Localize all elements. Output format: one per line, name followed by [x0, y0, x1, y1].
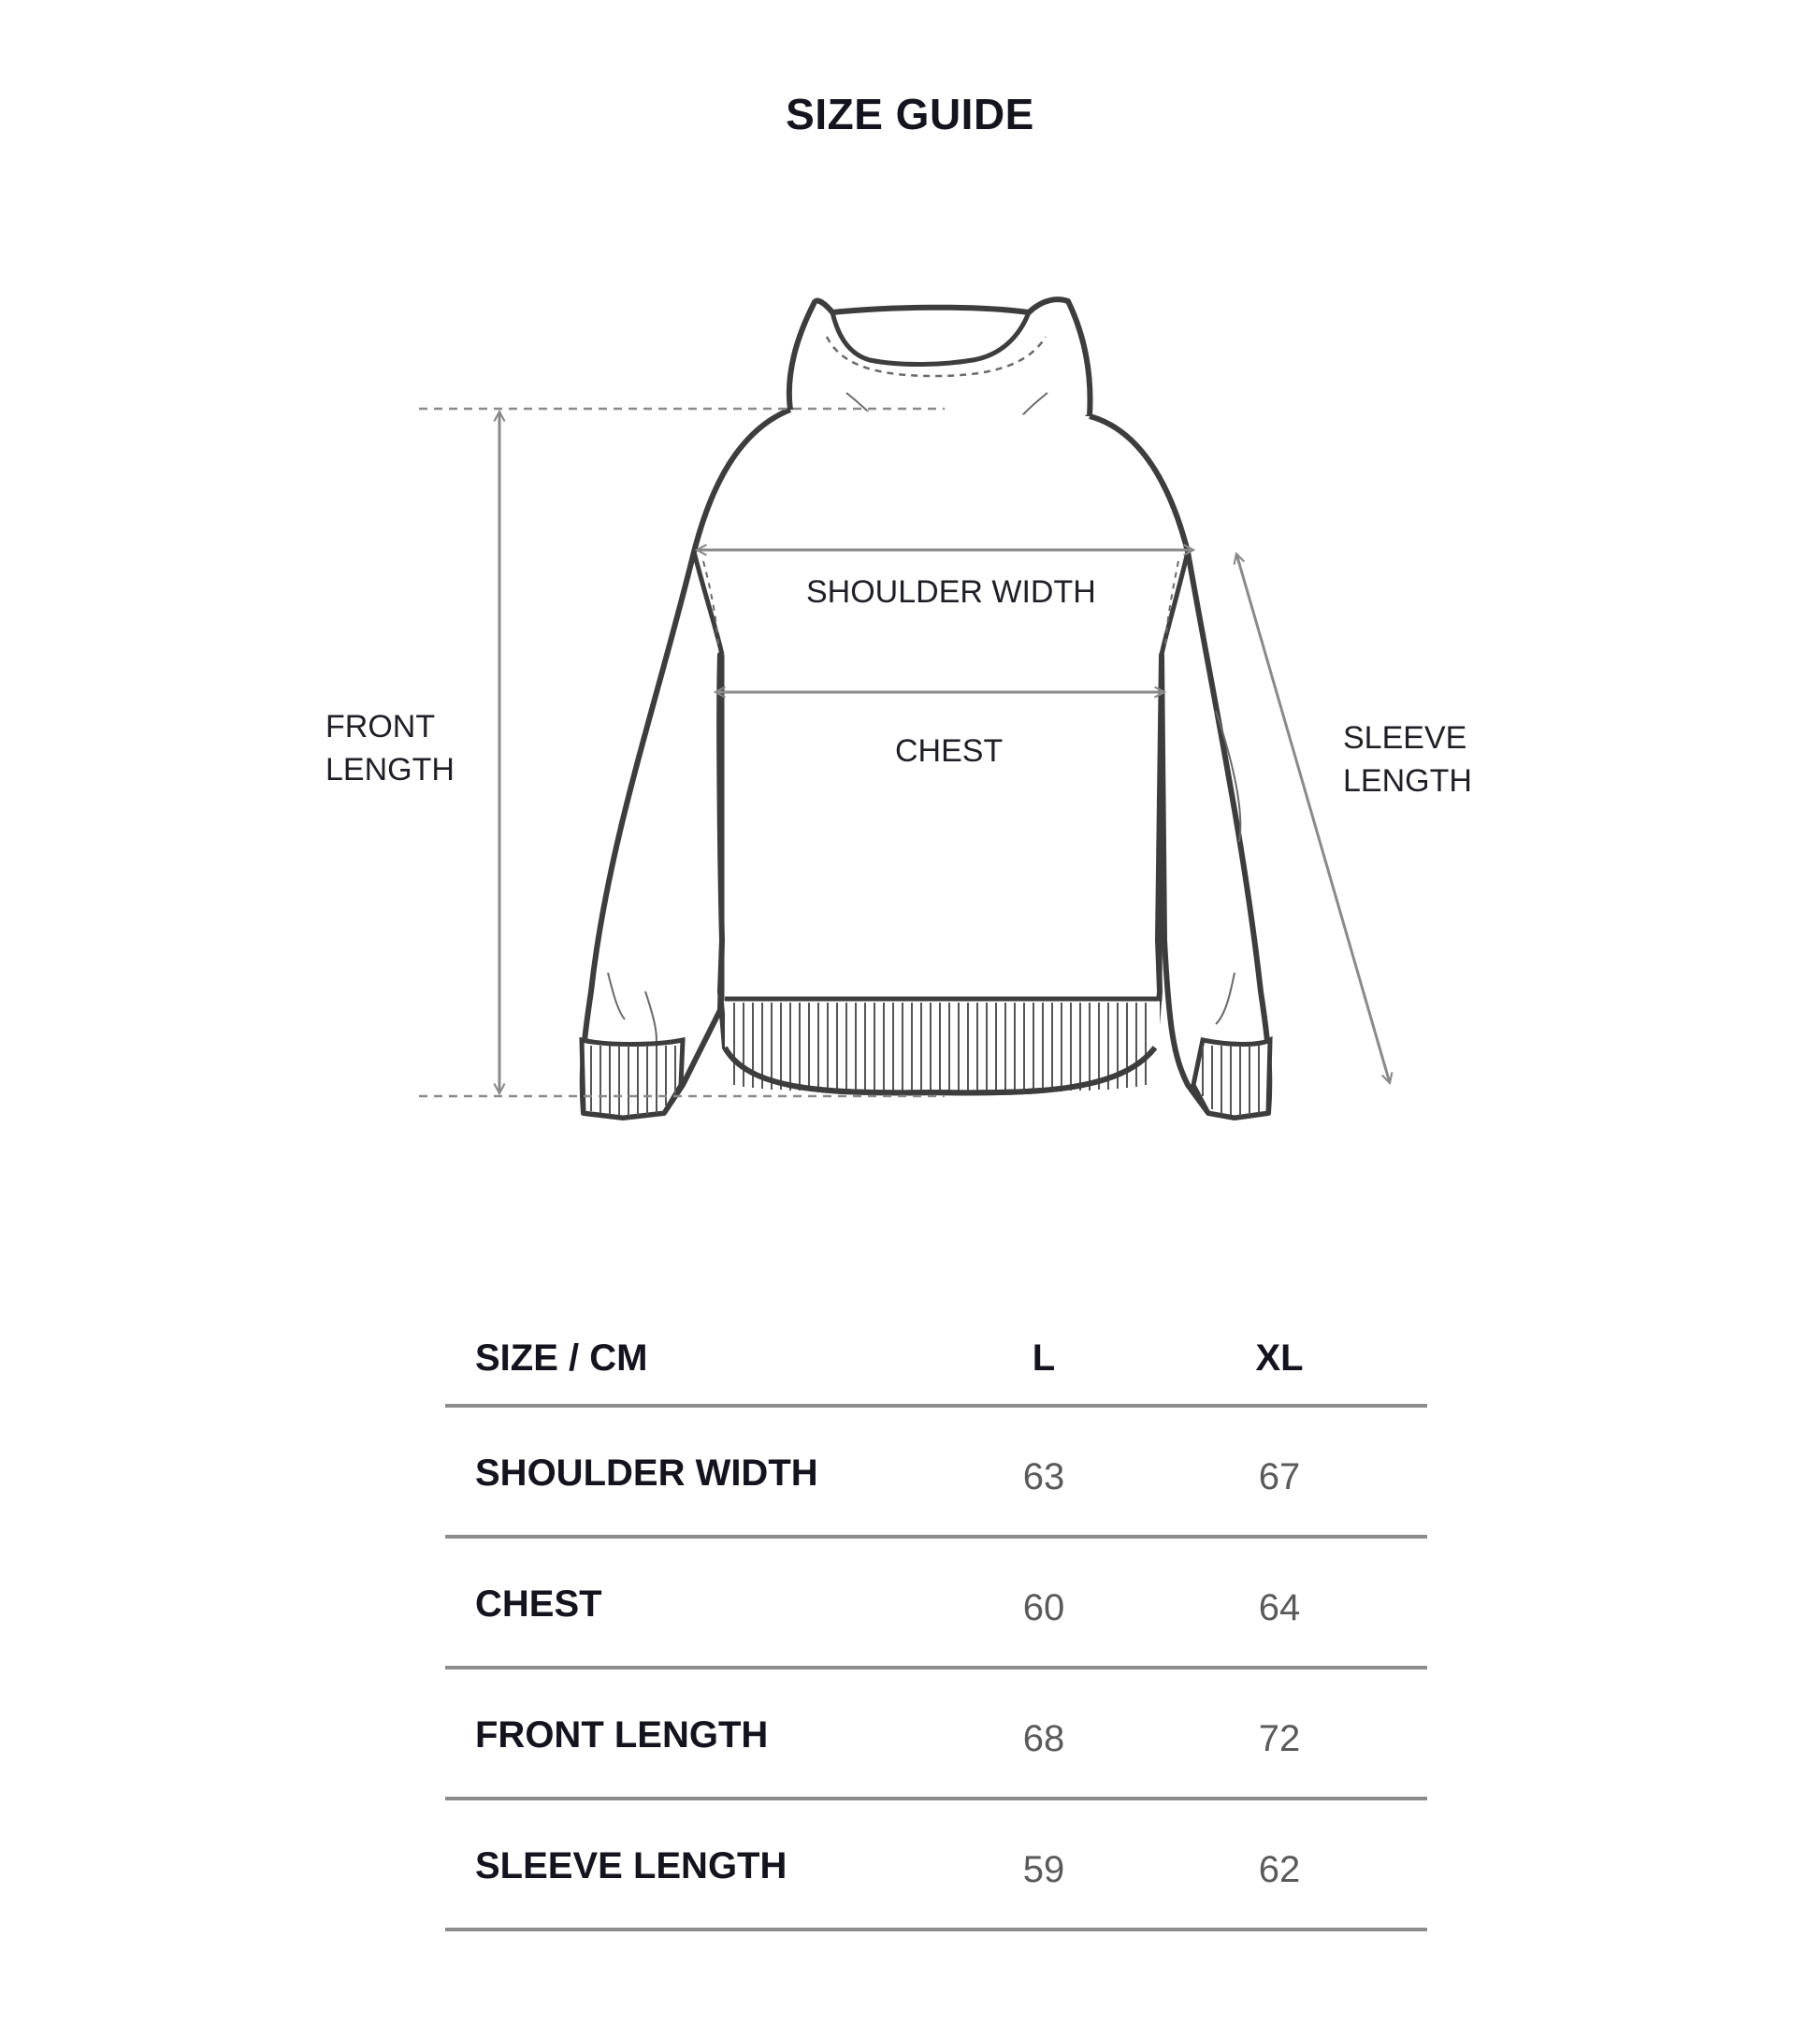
row-value-l: 63: [1022, 1456, 1065, 1497]
front-length-label-line2: LENGTH: [325, 752, 455, 788]
table-row: [445, 1408, 1427, 1539]
row-value-l: 60: [1022, 1587, 1065, 1628]
row-label: SHOULDER WIDTH: [475, 1453, 818, 1494]
row-value-xl: 72: [1258, 1718, 1301, 1759]
row-value-xl: 62: [1258, 1849, 1301, 1890]
sleeve-length-label-line2: LENGTH: [1343, 763, 1472, 799]
header-size-label: SIZE / CM: [475, 1337, 648, 1379]
header-size-l: L: [1032, 1337, 1056, 1379]
sleeve-length-label-line1: SLEEVE: [1343, 720, 1467, 756]
front-length-label-line1: FRONT: [325, 709, 436, 744]
row-label: SLEEVE LENGTH: [475, 1845, 787, 1886]
size-table: [445, 1309, 1427, 1931]
right-side-seam: [1160, 655, 1162, 1001]
right-cuff-rib: [1203, 1046, 1259, 1116]
header-size-xl: XL: [1255, 1337, 1304, 1379]
chest-label: CHEST: [895, 733, 1004, 769]
row-label: FRONT LENGTH: [475, 1714, 769, 1756]
row-value-l: 59: [1022, 1849, 1065, 1890]
left-cuff: [582, 1040, 683, 1118]
shoulder-width-label: SHOULDER WIDTH: [806, 574, 1096, 610]
page-title: SIZE GUIDE: [786, 90, 1034, 138]
table-row: [445, 1669, 1427, 1800]
table-row: [445, 1800, 1427, 1931]
size-table-header: [445, 1309, 1427, 1408]
row-value-xl: 64: [1258, 1587, 1301, 1628]
row-label: CHEST: [475, 1583, 602, 1625]
row-value-l: 68: [1022, 1718, 1065, 1759]
row-value-xl: 67: [1258, 1456, 1301, 1497]
table-row: [445, 1539, 1427, 1669]
